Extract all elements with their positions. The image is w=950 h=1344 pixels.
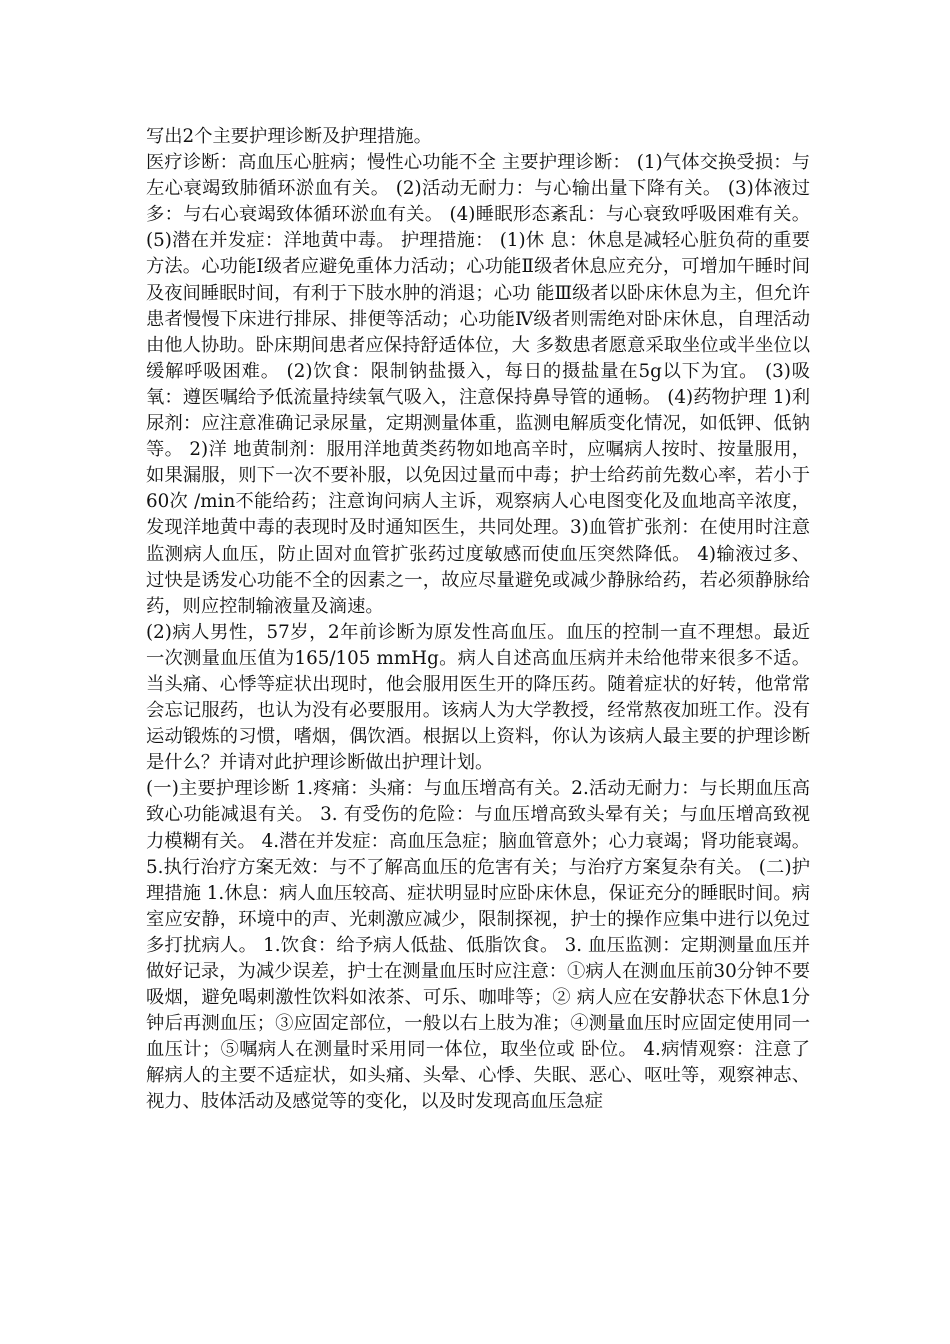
paragraph-heart-failure-answer: 医疗诊断：高血压心脏病；慢性心功能不全 主要护理诊断： (1)气体交换受损：与左心衰竭致肺循环淤血有关。 (2)活动无耐力：与心输出量下降有关。 (3)体液过多：与右心衰竭致体循环淤血有关。 (4)睡眠形态紊乱：与心衰致呼吸困难有关。 (5)潜在并发症：洋地黄中毒。 护理措施： (1)休 息：休息是减轻心脏负荷的重要方法。心功能Ⅰ级者应避免重体力活动；心功能Ⅱ级者休息应充分，可增加午睡时间及夜间睡眠时间，有利于下肢水肿的消退；心功 能Ⅲ级者以卧床休息为主，但允许患者慢慢下床进行排尿、排便等活动；心功能Ⅳ级者则需绝对卧床休息，自理活动由他人协助。卧床期间患者应保持舒适体位，大 多数患者愿意采取坐位或半坐位以缓解呼吸困难。 (2)饮食：限制钠盐摄入，每日的摄盐量在5g以下为宜。 (3)吸氧：遵医嘱给予低流量持续氧气吸入，注意保持鼻导管的通畅。 (4)药物护理 1)利尿剂：应注意准确记录尿量，定期测量体重，监测电解质变化情况，如低钾、低钠等。 2)洋 地黄制剂：服用洋地黄类药物如地高辛时，应嘱病人按时、按量服用，如果漏服，则下一次不要补服，以免因过量而中毒；护士给药前先数心率，若小于60次 /min不能给药；注意询问病人主诉，观察病人心电图变化及血地高辛浓度，发现洋地黄中毒的表现时及时通知医生，共同处理。3)血管扩张剂：在使用时注意监测病人血压，防止固对血管扩张药过度敏感而使血压突然降低。 4)输液过多、过快是诱发心功能不全的因素之一，故应尽量避免或减少静脉给药，若必须静脉给药，则应控制输液量及滴速。 <box>146 152 810 617</box>
paragraph-hypertension-case: (2)病人男性，57岁，2年前诊断为原发性高血压。血压的控制一直不理想。最近一次测量血压值为165/105 mmHg。病人自述高血压病并未给他带来很多不适。当头痛、心悸等症状出现时，他会服用医生开的降压药。随着症状的好转，他常常会忘记服药，也认为没有必要服用。该病人为大学教授，经常熬夜加班工作。没有运动锻炼的习惯，嗜烟，偶饮酒。根据以上资料，你认为该病人最主要的护理诊断是什么？并请对此护理诊断做出护理计划。 <box>146 621 810 774</box>
document-body <box>146 124 810 1116</box>
paragraph-hypertension-answer: (一)主要护理诊断 1.疼痛：头痛：与血压增高有关。2.活动无耐力：与长期血压高致心功能减退有关。 3. 有受伤的危险：与血压增高致头晕有关；与血压增高致视力模糊有关。 4.潜在并发症：高血压急症；脑血管意外；心力衰竭；肾功能衰竭。 5.执行治疗方案无效：与不了解高血压的危害有关；与治疗方案复杂有关。 (二)护理措施 1.休息：病人血压较高、症状明显时应卧床休息，保证充分的睡眠时间。病室应安静，环境中的声、光刺激应减少，限制探视，护士的操作应集中进行以免过多打扰病人。 1.饮食：给予病人低盐、低脂饮食。 3. 血压监测：定期测量血压并做好记录，为减少误差，护士在测量血压时应注意：①病人在测血压前30分钟不要吸烟，避免喝刺激性饮料如浓茶、可乐、咖啡等；② 病人应在安静状态下休息1分钟后再测血压；③应固定部位，一般以右上肢为准；④测量血压时应固定使用同一血压计；⑤嘱病人在测量时采用同一体位，取坐位或 卧位。 4.病情观察：注意了解病人的主要不适症状，如头痛、头晕、心悸、失眠、恶心、呕吐等，观察神志、视力、肢体活动及感觉等的变化，以及时发现高血压急症 <box>146 778 810 1113</box>
paragraph-question-intro: 写出2个主要护理诊断及护理措施。 <box>146 126 432 147</box>
